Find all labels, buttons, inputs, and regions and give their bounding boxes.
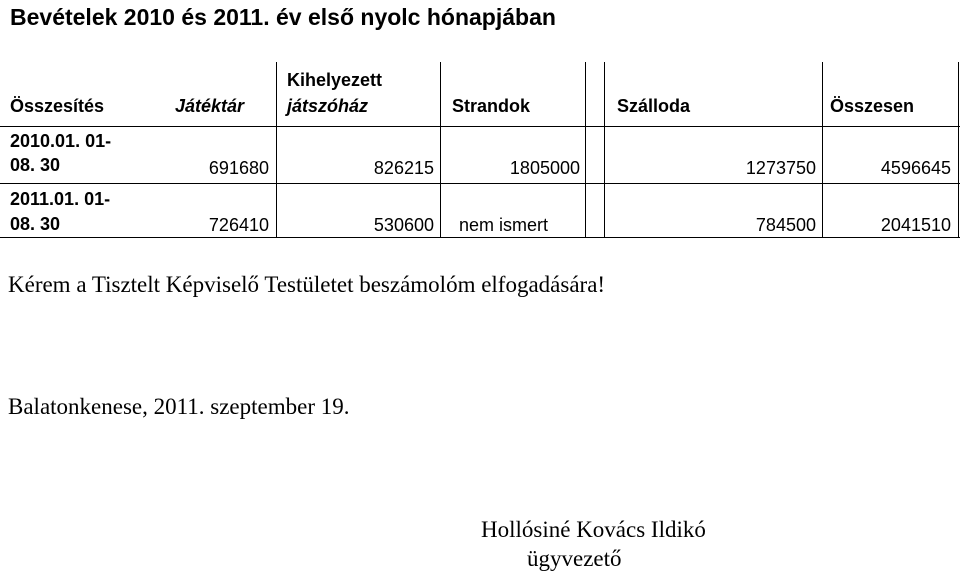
table-column-divider xyxy=(440,62,441,238)
header-kihelyezett-line2: játszóház xyxy=(287,96,369,116)
table-column-divider xyxy=(604,62,605,238)
table-rule xyxy=(0,126,960,127)
header-jatektar: Játéktár xyxy=(175,96,245,116)
header-kihelyezett-line1: Kihelyezett xyxy=(287,70,383,90)
header-strandok: Strandok xyxy=(452,96,531,116)
cell-szalloda: 784500 xyxy=(755,215,816,235)
table-column-divider xyxy=(585,62,586,238)
table-rule xyxy=(0,237,960,238)
cell-jatektar: 691680 xyxy=(208,158,269,178)
table-rule xyxy=(0,183,960,184)
table-column-divider xyxy=(276,62,277,238)
header-osszesites: Összesítés xyxy=(10,96,105,116)
row-period-line1: 2011.01. 01- xyxy=(10,189,111,209)
header-osszesen: Összesen xyxy=(830,96,915,116)
closing-request: Kérem a Tisztelt Képviselő Testületet beszámolóm elfogadására! xyxy=(8,272,606,297)
cell-osszesen: 4596645 xyxy=(880,158,951,178)
row-period-line2: 08. 30 xyxy=(10,155,61,175)
row-period-line1: 2010.01. 01- xyxy=(10,131,112,151)
cell-kihelyezett: 826215 xyxy=(373,158,434,178)
table-column-divider xyxy=(822,62,823,238)
cell-strandok: 1805000 xyxy=(509,158,580,178)
header-szalloda: Szálloda xyxy=(617,96,691,116)
table-column-divider xyxy=(958,62,959,238)
cell-strandok: nem ismert xyxy=(459,215,549,235)
row-period-line2: 08. 30 xyxy=(10,214,61,234)
place-date: Balatonkenese, 2011. szeptember 19. xyxy=(8,394,350,419)
cell-kihelyezett: 530600 xyxy=(373,215,434,235)
cell-szalloda: 1273750 xyxy=(745,158,816,178)
cell-jatektar: 726410 xyxy=(208,215,269,235)
page-title: Bevételek 2010 és 2011. év első nyolc hónapjában xyxy=(10,4,556,30)
signature-name: Hollósiné Kovács Ildikó xyxy=(481,517,706,542)
signature-role: ügyvezető xyxy=(527,546,622,571)
cell-osszesen: 2041510 xyxy=(880,215,951,235)
